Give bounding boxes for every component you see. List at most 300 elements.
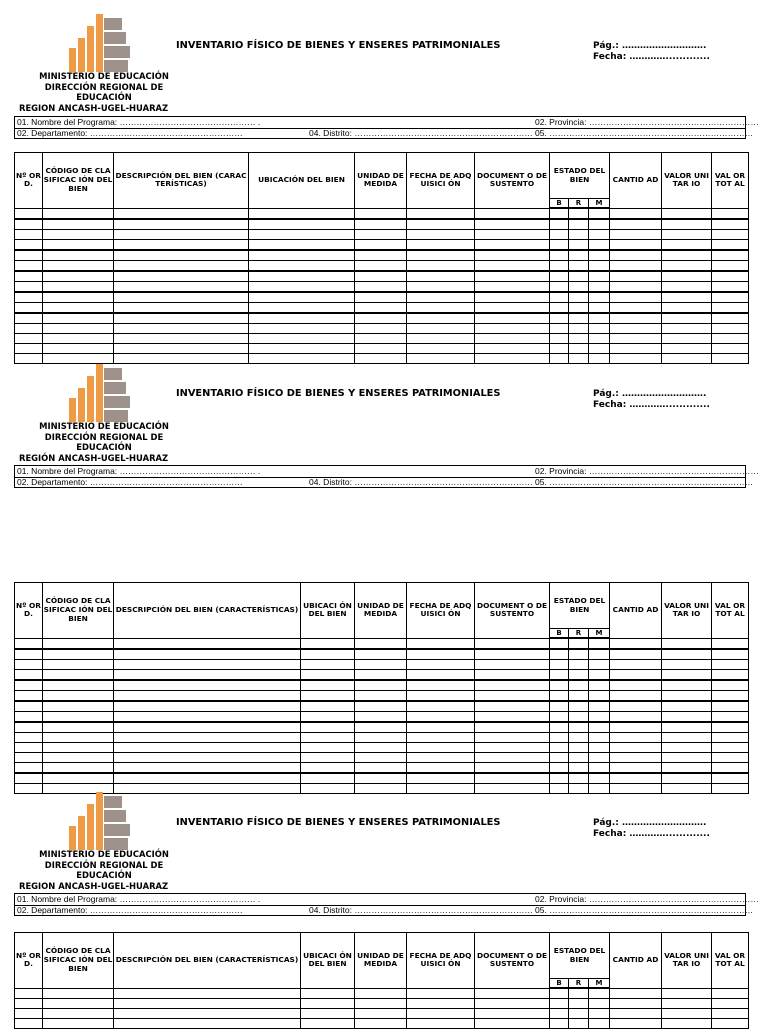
table-cell[interactable] — [712, 240, 749, 251]
table-cell[interactable] — [610, 250, 662, 261]
table-cell[interactable] — [301, 999, 355, 1009]
table-cell[interactable] — [43, 303, 114, 314]
table-cell[interactable] — [712, 988, 749, 999]
table-cell[interactable] — [43, 261, 114, 272]
table-cell[interactable] — [355, 680, 407, 691]
table-cell[interactable] — [249, 230, 355, 240]
table-cell[interactable] — [301, 691, 355, 702]
table-cell[interactable] — [610, 292, 662, 303]
table-cell[interactable] — [407, 680, 475, 691]
table-cell[interactable] — [712, 303, 749, 314]
table-cell[interactable] — [569, 230, 589, 240]
table-cell[interactable] — [589, 271, 610, 282]
table-cell[interactable] — [114, 303, 249, 314]
table-cell[interactable] — [610, 261, 662, 272]
table-cell[interactable] — [712, 271, 749, 282]
table-cell[interactable] — [569, 701, 589, 712]
table-cell[interactable] — [550, 292, 569, 303]
table-cell[interactable] — [589, 773, 610, 784]
table-cell[interactable] — [114, 282, 249, 293]
table-cell[interactable] — [550, 354, 569, 364]
table-cell[interactable] — [662, 988, 712, 999]
table-cell[interactable] — [610, 219, 662, 230]
table-cell[interactable] — [355, 250, 407, 261]
program-field[interactable]: 01. Nombre del Programa: ………………………………………… . — [17, 466, 261, 476]
table-cell[interactable] — [569, 763, 589, 774]
table-cell[interactable] — [475, 988, 550, 999]
table-cell[interactable] — [301, 753, 355, 763]
table-cell[interactable] — [249, 334, 355, 344]
table-cell[interactable] — [114, 999, 301, 1009]
table-cell[interactable] — [712, 334, 749, 344]
table-cell[interactable] — [712, 660, 749, 670]
table-cell[interactable] — [475, 722, 550, 733]
table-cell[interactable] — [569, 743, 589, 753]
table-cell[interactable] — [589, 784, 610, 794]
table-cell[interactable] — [43, 219, 114, 230]
table-cell[interactable] — [662, 303, 712, 314]
table-cell[interactable] — [662, 219, 712, 230]
table-cell[interactable] — [407, 219, 475, 230]
table-cell[interactable] — [662, 999, 712, 1009]
table-cell[interactable] — [610, 743, 662, 753]
table-cell[interactable] — [114, 292, 249, 303]
table-cell[interactable] — [249, 282, 355, 293]
table-cell[interactable] — [475, 712, 550, 723]
date-field[interactable]: Fecha: …………............. — [593, 400, 710, 410]
table-cell[interactable] — [589, 240, 610, 251]
table-cell[interactable] — [589, 691, 610, 702]
table-cell[interactable] — [407, 773, 475, 784]
table-cell[interactable] — [114, 240, 249, 251]
table-cell[interactable] — [662, 773, 712, 784]
table-cell[interactable] — [407, 743, 475, 753]
table-cell[interactable] — [662, 271, 712, 282]
table-cell[interactable] — [355, 999, 407, 1009]
table-cell[interactable] — [249, 240, 355, 251]
table-cell[interactable] — [589, 660, 610, 670]
table-cell[interactable] — [43, 670, 114, 681]
table-cell[interactable] — [475, 261, 550, 272]
table-cell[interactable] — [15, 701, 43, 712]
table-cell[interactable] — [550, 334, 569, 344]
table-cell[interactable] — [43, 773, 114, 784]
table-cell[interactable] — [475, 773, 550, 784]
department-field[interactable]: 02. Departamento: ……………………………………………… — [17, 477, 243, 487]
table-cell[interactable] — [114, 208, 249, 219]
table-cell[interactable] — [550, 303, 569, 314]
table-cell[interactable] — [610, 354, 662, 364]
table-cell[interactable] — [15, 1009, 43, 1019]
table-cell[interactable] — [43, 763, 114, 774]
table-cell[interactable] — [662, 712, 712, 723]
department-field[interactable]: 02. Departamento: ……………………………………………… — [17, 905, 243, 915]
table-cell[interactable] — [114, 701, 301, 712]
table-cell[interactable] — [355, 784, 407, 794]
table-cell[interactable] — [15, 230, 43, 240]
table-cell[interactable] — [114, 743, 301, 753]
table-cell[interactable] — [114, 344, 249, 354]
table-cell[interactable] — [43, 354, 114, 364]
table-cell[interactable] — [475, 999, 550, 1009]
table-cell[interactable] — [475, 271, 550, 282]
table-cell[interactable] — [712, 638, 749, 649]
table-cell[interactable] — [15, 743, 43, 753]
table-cell[interactable] — [355, 691, 407, 702]
table-cell[interactable] — [114, 313, 249, 324]
table-cell[interactable] — [301, 733, 355, 743]
table-cell[interactable] — [301, 701, 355, 712]
table-cell[interactable] — [407, 271, 475, 282]
table-cell[interactable] — [43, 313, 114, 324]
table-cell[interactable] — [355, 701, 407, 712]
table-cell[interactable] — [15, 999, 43, 1009]
table-cell[interactable] — [475, 680, 550, 691]
table-cell[interactable] — [355, 344, 407, 354]
table-cell[interactable] — [589, 763, 610, 774]
table-cell[interactable] — [589, 999, 610, 1009]
table-cell[interactable] — [43, 660, 114, 670]
table-cell[interactable] — [610, 670, 662, 681]
table-cell[interactable] — [550, 988, 569, 999]
table-cell[interactable] — [15, 240, 43, 251]
table-cell[interactable] — [569, 354, 589, 364]
table-cell[interactable] — [550, 763, 569, 774]
table-cell[interactable] — [712, 999, 749, 1009]
table-cell[interactable] — [589, 292, 610, 303]
table-cell[interactable] — [610, 722, 662, 733]
table-cell[interactable] — [114, 324, 249, 334]
province-field[interactable]: 02. Provincia: …………………………………………………… — [535, 117, 759, 127]
table-cell[interactable] — [355, 638, 407, 649]
table-cell[interactable] — [355, 354, 407, 364]
table-cell[interactable] — [569, 1009, 589, 1019]
table-cell[interactable] — [43, 638, 114, 649]
table-cell[interactable] — [114, 271, 249, 282]
table-cell[interactable] — [407, 763, 475, 774]
table-cell[interactable] — [662, 292, 712, 303]
table-cell[interactable] — [249, 303, 355, 314]
province-field[interactable]: 02. Provincia: …………………………………………………… — [535, 894, 759, 904]
table-cell[interactable] — [249, 344, 355, 354]
table-cell[interactable] — [589, 649, 610, 660]
table-cell[interactable] — [355, 722, 407, 733]
table-cell[interactable] — [301, 712, 355, 723]
table-cell[interactable] — [407, 230, 475, 240]
table-cell[interactable] — [301, 638, 355, 649]
table-cell[interactable] — [550, 670, 569, 681]
table-cell[interactable] — [662, 680, 712, 691]
table-cell[interactable] — [569, 712, 589, 723]
table-cell[interactable] — [569, 261, 589, 272]
table-cell[interactable] — [407, 712, 475, 723]
table-cell[interactable] — [589, 250, 610, 261]
table-cell[interactable] — [712, 219, 749, 230]
table-cell[interactable] — [569, 240, 589, 251]
table-cell[interactable] — [249, 208, 355, 219]
table-cell[interactable] — [662, 649, 712, 660]
table-cell[interactable] — [475, 701, 550, 712]
table-cell[interactable] — [301, 1009, 355, 1019]
table-cell[interactable] — [114, 784, 301, 794]
table-cell[interactable] — [550, 1009, 569, 1019]
table-cell[interactable] — [15, 354, 43, 364]
table-cell[interactable] — [712, 1009, 749, 1019]
district-field[interactable]: 04. Distrito: ……………………………………………………… — [309, 128, 533, 138]
table-cell[interactable] — [569, 324, 589, 334]
table-cell[interactable] — [712, 230, 749, 240]
table-cell[interactable] — [15, 344, 43, 354]
table-cell[interactable] — [610, 773, 662, 784]
table-cell[interactable] — [15, 208, 43, 219]
table-cell[interactable] — [114, 354, 249, 364]
table-cell[interactable] — [15, 261, 43, 272]
table-cell[interactable] — [114, 722, 301, 733]
table-cell[interactable] — [610, 208, 662, 219]
table-cell[interactable] — [15, 660, 43, 670]
table-cell[interactable] — [355, 649, 407, 660]
table-cell[interactable] — [407, 988, 475, 999]
table-cell[interactable] — [712, 691, 749, 702]
table-cell[interactable] — [712, 763, 749, 774]
table-cell[interactable] — [550, 712, 569, 723]
province-field[interactable]: 02. Provincia: …………………………………………………… — [535, 466, 759, 476]
table-cell[interactable] — [589, 680, 610, 691]
table-cell[interactable] — [589, 334, 610, 344]
table-cell[interactable] — [475, 743, 550, 753]
table-cell[interactable] — [662, 208, 712, 219]
table-cell[interactable] — [43, 1009, 114, 1019]
table-cell[interactable] — [662, 743, 712, 753]
table-cell[interactable] — [569, 282, 589, 293]
table-cell[interactable] — [407, 250, 475, 261]
table-cell[interactable] — [662, 763, 712, 774]
table-cell[interactable] — [355, 313, 407, 324]
table-cell[interactable] — [15, 334, 43, 344]
table-cell[interactable] — [475, 660, 550, 670]
table-cell[interactable] — [550, 324, 569, 334]
field-05[interactable]: 05. ……………………………………………………………… — [535, 128, 754, 138]
table-cell[interactable] — [569, 303, 589, 314]
table-cell[interactable] — [355, 208, 407, 219]
table-cell[interactable] — [569, 988, 589, 999]
table-cell[interactable] — [114, 638, 301, 649]
table-cell[interactable] — [43, 208, 114, 219]
table-cell[interactable] — [43, 988, 114, 999]
table-cell[interactable] — [610, 324, 662, 334]
field-05[interactable]: 05. ……………………………………………………………… — [535, 477, 754, 487]
table-cell[interactable] — [301, 743, 355, 753]
table-cell[interactable] — [407, 722, 475, 733]
table-cell[interactable] — [475, 250, 550, 261]
table-cell[interactable] — [550, 271, 569, 282]
table-cell[interactable] — [550, 722, 569, 733]
table-cell[interactable] — [610, 334, 662, 344]
table-cell[interactable] — [15, 753, 43, 763]
table-cell[interactable] — [407, 282, 475, 293]
table-cell[interactable] — [589, 354, 610, 364]
table-cell[interactable] — [407, 660, 475, 670]
table-cell[interactable] — [712, 753, 749, 763]
table-cell[interactable] — [712, 354, 749, 364]
table-cell[interactable] — [610, 1009, 662, 1019]
table-cell[interactable] — [475, 1009, 550, 1019]
table-cell[interactable] — [662, 670, 712, 681]
table-cell[interactable] — [475, 324, 550, 334]
table-cell[interactable] — [15, 784, 43, 794]
table-cell[interactable] — [662, 250, 712, 261]
table-cell[interactable] — [355, 324, 407, 334]
table-cell[interactable] — [589, 303, 610, 314]
table-cell[interactable] — [662, 753, 712, 763]
table-cell[interactable] — [712, 208, 749, 219]
table-cell[interactable] — [114, 219, 249, 230]
table-cell[interactable] — [15, 988, 43, 999]
table-cell[interactable] — [114, 712, 301, 723]
table-cell[interactable] — [114, 660, 301, 670]
table-cell[interactable] — [610, 230, 662, 240]
table-cell[interactable] — [610, 712, 662, 723]
table-cell[interactable] — [43, 753, 114, 763]
table-cell[interactable] — [15, 773, 43, 784]
table-cell[interactable] — [114, 1009, 301, 1019]
table-cell[interactable] — [475, 292, 550, 303]
table-cell[interactable] — [15, 282, 43, 293]
table-cell[interactable] — [610, 638, 662, 649]
district-field[interactable]: 04. Distrito: ……………………………………………………… — [309, 477, 533, 487]
table-cell[interactable] — [407, 784, 475, 794]
table-cell[interactable] — [407, 292, 475, 303]
table-cell[interactable] — [610, 753, 662, 763]
table-cell[interactable] — [407, 1009, 475, 1019]
table-cell[interactable] — [550, 240, 569, 251]
table-cell[interactable] — [662, 230, 712, 240]
table-cell[interactable] — [43, 712, 114, 723]
table-cell[interactable] — [475, 208, 550, 219]
table-cell[interactable] — [114, 733, 301, 743]
table-cell[interactable] — [407, 208, 475, 219]
table-cell[interactable] — [355, 1009, 407, 1019]
table-cell[interactable] — [589, 282, 610, 293]
table-cell[interactable] — [589, 743, 610, 753]
table-cell[interactable] — [569, 292, 589, 303]
table-cell[interactable] — [114, 763, 301, 774]
page-number-field[interactable]: Pág.: ………………………. — [593, 389, 707, 399]
table-cell[interactable] — [43, 240, 114, 251]
table-cell[interactable] — [15, 691, 43, 702]
table-cell[interactable] — [355, 334, 407, 344]
table-cell[interactable] — [662, 733, 712, 743]
table-cell[interactable] — [355, 743, 407, 753]
table-cell[interactable] — [550, 733, 569, 743]
table-cell[interactable] — [662, 282, 712, 293]
table-cell[interactable] — [43, 691, 114, 702]
table-cell[interactable] — [662, 722, 712, 733]
table-cell[interactable] — [301, 763, 355, 774]
table-cell[interactable] — [407, 638, 475, 649]
table-cell[interactable] — [114, 773, 301, 784]
table-cell[interactable] — [355, 219, 407, 230]
table-cell[interactable] — [569, 344, 589, 354]
table-cell[interactable] — [662, 1009, 712, 1019]
table-cell[interactable] — [569, 753, 589, 763]
table-cell[interactable] — [355, 261, 407, 272]
table-cell[interactable] — [662, 691, 712, 702]
table-cell[interactable] — [355, 230, 407, 240]
table-cell[interactable] — [43, 722, 114, 733]
table-cell[interactable] — [475, 219, 550, 230]
table-cell[interactable] — [43, 230, 114, 240]
table-cell[interactable] — [475, 303, 550, 314]
table-cell[interactable] — [475, 240, 550, 251]
table-cell[interactable] — [610, 784, 662, 794]
table-cell[interactable] — [355, 773, 407, 784]
table-cell[interactable] — [712, 733, 749, 743]
table-cell[interactable] — [249, 324, 355, 334]
table-cell[interactable] — [712, 722, 749, 733]
table-cell[interactable] — [475, 334, 550, 344]
table-cell[interactable] — [475, 230, 550, 240]
district-field[interactable]: 04. Distrito: ……………………………………………………… — [309, 905, 533, 915]
table-cell[interactable] — [355, 763, 407, 774]
table-cell[interactable] — [15, 313, 43, 324]
table-cell[interactable] — [15, 649, 43, 660]
table-cell[interactable] — [355, 733, 407, 743]
table-cell[interactable] — [43, 743, 114, 753]
program-field[interactable]: 01. Nombre del Programa: ………………………………………… . — [17, 894, 261, 904]
table-cell[interactable] — [569, 219, 589, 230]
table-cell[interactable] — [114, 230, 249, 240]
table-cell[interactable] — [712, 261, 749, 272]
table-cell[interactable] — [355, 712, 407, 723]
table-cell[interactable] — [475, 733, 550, 743]
table-cell[interactable] — [550, 649, 569, 660]
table-cell[interactable] — [355, 303, 407, 314]
table-cell[interactable] — [712, 784, 749, 794]
table-cell[interactable] — [355, 660, 407, 670]
table-cell[interactable] — [249, 261, 355, 272]
table-cell[interactable] — [610, 701, 662, 712]
table-cell[interactable] — [589, 753, 610, 763]
table-cell[interactable] — [589, 344, 610, 354]
table-cell[interactable] — [355, 670, 407, 681]
table-cell[interactable] — [475, 282, 550, 293]
table-cell[interactable] — [589, 701, 610, 712]
table-cell[interactable] — [712, 649, 749, 660]
table-cell[interactable] — [569, 722, 589, 733]
table-cell[interactable] — [355, 292, 407, 303]
table-cell[interactable] — [249, 313, 355, 324]
table-cell[interactable] — [43, 334, 114, 344]
table-cell[interactable] — [550, 208, 569, 219]
table-cell[interactable] — [550, 282, 569, 293]
table-cell[interactable] — [550, 261, 569, 272]
table-cell[interactable] — [569, 208, 589, 219]
table-cell[interactable] — [569, 999, 589, 1009]
table-cell[interactable] — [589, 261, 610, 272]
table-cell[interactable] — [589, 638, 610, 649]
table-cell[interactable] — [550, 680, 569, 691]
table-cell[interactable] — [355, 240, 407, 251]
table-cell[interactable] — [712, 680, 749, 691]
table-cell[interactable] — [114, 691, 301, 702]
table-cell[interactable] — [712, 701, 749, 712]
table-cell[interactable] — [475, 638, 550, 649]
table-cell[interactable] — [43, 271, 114, 282]
table-cell[interactable] — [569, 638, 589, 649]
table-cell[interactable] — [249, 354, 355, 364]
table-cell[interactable] — [589, 230, 610, 240]
